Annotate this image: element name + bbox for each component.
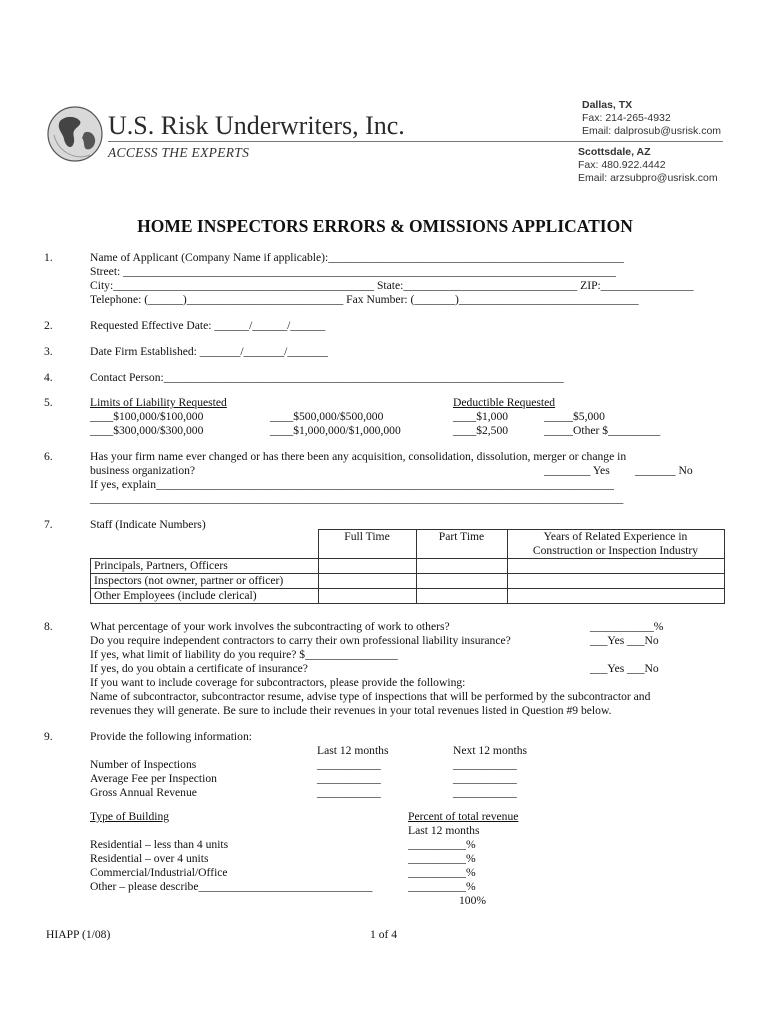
header-divider [108, 141, 723, 142]
revenue-field[interactable]: ___________ [317, 772, 381, 785]
q6-question-cont: business organization? [90, 464, 196, 477]
subcontract-percent-field[interactable]: ___________% [590, 620, 664, 633]
q6-number: 6. [44, 450, 53, 463]
col-next-12: Next 12 months [453, 744, 528, 757]
staff-row-label: Other Employees (include clerical) [91, 589, 319, 604]
col-experience: Years of Related Experience in Construction or Inspection Industry [507, 530, 724, 559]
percent-field[interactable]: __________% [408, 852, 476, 865]
revenue-field[interactable]: ___________ [453, 786, 517, 799]
office-email: Email: arzsubpro@usrisk.com [578, 172, 718, 184]
q6-no-option[interactable]: _______ No [635, 464, 693, 477]
q8-line: What percentage of your work involves the subcontracting of work to others? [90, 620, 450, 633]
q4-number: 4. [44, 371, 53, 384]
percent-field[interactable]: __________% [408, 838, 476, 851]
staff-cell[interactable] [416, 559, 507, 574]
form-id: HIAPP (1/08) [46, 928, 111, 941]
q6-explain-field[interactable]: If yes, explain_______________________________________________________________________________ [90, 478, 614, 491]
deductible-option[interactable]: ____$1,000 [453, 410, 509, 423]
staff-label: Staff (Indicate Numbers) [90, 518, 206, 531]
q8-line: If you want to include coverage for subcontractors, please provide the following: [90, 676, 466, 689]
percent-field[interactable]: __________% [408, 866, 476, 879]
deductible-option[interactable]: ____$2,500 [453, 424, 509, 437]
effective-date-field[interactable]: Requested Effective Date: ______/______/______ [90, 319, 326, 332]
staff-cell[interactable] [318, 574, 416, 589]
revenue-field[interactable]: ___________ [453, 772, 517, 785]
q7-number: 7. [44, 518, 53, 531]
q3-number: 3. [44, 345, 53, 358]
building-type-label: Commercial/Industrial/Office [90, 866, 228, 879]
limit-option[interactable]: ____$1,000,000/$1,000,000 [270, 424, 401, 437]
street-field[interactable]: Street: _____________________________________________________________________________________ [90, 265, 616, 278]
deductible-option[interactable]: _____$5,000 [544, 410, 605, 423]
office-scottsdale [578, 146, 718, 185]
globe-logo-icon [46, 105, 104, 163]
q8-line: Do you require independent contractors to carry their own professional liability insurance? [90, 634, 511, 647]
staff-cell[interactable] [507, 559, 724, 574]
percent-total: 100% [459, 894, 487, 907]
q5-number: 5. [44, 396, 53, 409]
limit-required-field[interactable]: If yes, what limit of liability do you require? $________________ [90, 648, 398, 661]
office-fax: Fax: 214-265-4932 [582, 112, 671, 124]
limit-option[interactable]: ____$300,000/$300,000 [90, 424, 204, 437]
contact-person-field[interactable]: Contact Person:_____________________________________________________________________ [90, 371, 564, 384]
applicant-name-field[interactable]: Name of Applicant (Company Name if applicable):___________________________________________________ [90, 251, 624, 264]
revenue-field[interactable]: ___________ [317, 786, 381, 799]
office-city: Scottsdale, AZ [578, 146, 651, 158]
office-city: Dallas, TX [582, 99, 633, 111]
other-describe-field[interactable]: Other – please describe______________________________ [90, 880, 373, 893]
page-title: HOME INSPECTORS ERRORS & OMISSIONS APPLICATION [137, 216, 633, 236]
staff-cell[interactable] [416, 589, 507, 604]
staff-cell[interactable] [507, 589, 724, 604]
q9-number: 9. [44, 730, 53, 743]
q2-number: 2. [44, 319, 53, 332]
staff-cell[interactable] [416, 574, 507, 589]
revenue-row-label: Average Fee per Inspection [90, 772, 217, 785]
revenue-row-label: Number of Inspections [90, 758, 197, 771]
staff-cell[interactable] [318, 589, 416, 604]
staff-row-label: Principals, Partners, Officers [91, 559, 319, 574]
building-type-label: Residential – over 4 units [90, 852, 209, 865]
staff-table [90, 529, 725, 604]
revenue-row-label: Gross Annual Revenue [90, 786, 197, 799]
q8-line: revenues they will generate. Be sure to include their revenues in your total revenues listed in Question #9 below. [90, 704, 612, 717]
staff-cell[interactable] [507, 574, 724, 589]
building-type-label: Residential – less than 4 units [90, 838, 229, 851]
office-fax: Fax: 480.922.4442 [578, 159, 666, 171]
telephone-fax-field[interactable]: Telephone: (______)___________________________ Fax Number: (_______)_______________________________ [90, 293, 639, 306]
building-type-heading: Type of Building [90, 810, 170, 823]
col-full-time: Full Time [318, 530, 416, 559]
q6-yes-option[interactable]: ________ Yes [544, 464, 610, 477]
q9-label: Provide the following information: [90, 730, 252, 743]
staff-row-label: Inspectors (not owner, partner or officer) [91, 574, 319, 589]
col-last-12: Last 12 months [317, 744, 389, 757]
q8-number: 8. [44, 620, 53, 633]
date-established-field[interactable]: Date Firm Established: _______/_______/_______ [90, 345, 328, 358]
city-state-zip-field[interactable]: City:_____________________________________________ State:______________________________ ZIP:________________ [90, 279, 694, 292]
q8-line: If yes, do you obtain a certificate of insurance? [90, 662, 308, 675]
limits-heading: Limits of Liability Requested [90, 396, 227, 409]
page-number: 1 of 4 [370, 928, 398, 941]
staff-cell[interactable] [318, 559, 416, 574]
company-name: U.S. Risk Underwriters, Inc. [108, 111, 405, 140]
office-dallas [582, 99, 721, 138]
deductible-heading: Deductible Requested [453, 396, 556, 409]
office-email: Email: dalprosub@usrisk.com [582, 125, 722, 137]
q6-question: Has your firm name ever changed or has there been any acquisition, consolidation, dissolution, merger or change in [90, 450, 627, 463]
revenue-field[interactable]: ___________ [317, 758, 381, 771]
col-part-time: Part Time [416, 530, 507, 559]
percent-field[interactable]: __________% [408, 880, 476, 893]
q8-line: Name of subcontractor, subcontractor resume, advise type of inspections that will be performed by the subcontractor and [90, 690, 651, 703]
percent-heading: Percent of total revenue [408, 810, 519, 823]
limit-option[interactable]: ____$500,000/$500,000 [270, 410, 384, 423]
deductible-other-field[interactable]: _____Other $_________ [544, 424, 661, 437]
percent-subheading: Last 12 months [408, 824, 480, 837]
q1-number: 1. [44, 251, 53, 264]
company-tagline: ACCESS THE EXPERTS [108, 145, 250, 160]
certificate-yes-no[interactable]: ___Yes ___No [590, 662, 659, 675]
limit-option[interactable]: ____$100,000/$100,000 [90, 410, 204, 423]
q6-explain-line[interactable]: ____________________________________________________________________________________________ [90, 492, 624, 505]
require-insurance-yes-no[interactable]: ___Yes ___No [590, 634, 659, 647]
revenue-field[interactable]: ___________ [453, 758, 517, 771]
